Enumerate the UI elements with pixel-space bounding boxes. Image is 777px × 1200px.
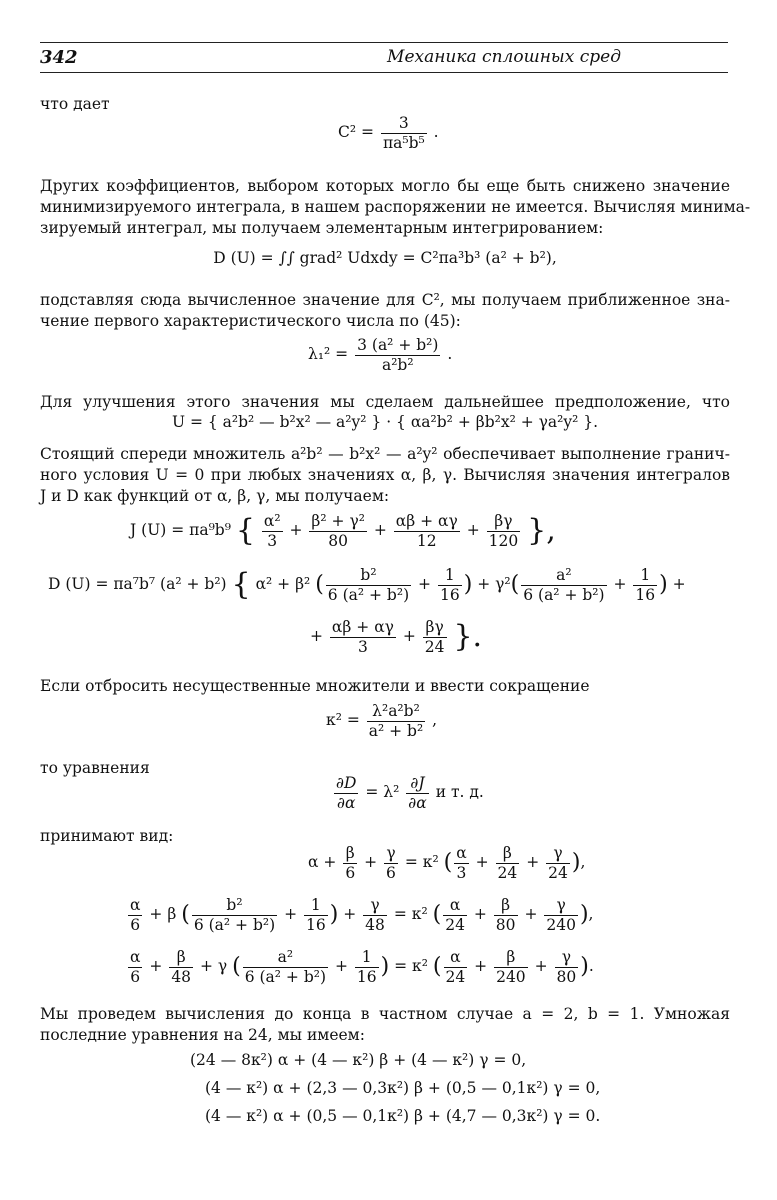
paragraph-line: Для улучшения этого значения мы сделаем дальнейшее предположение, что [40,393,730,411]
denominator: 16 [356,967,377,986]
denominator: 16 [306,915,326,934]
denominator: a²b² [381,355,414,374]
fraction [555,948,579,986]
numerator: β [496,844,520,864]
numerator: ∂J [406,774,428,794]
denominator: 24 [548,863,568,882]
fraction [521,566,606,604]
fraction [423,618,447,656]
eq-text: + γ [199,957,228,976]
eq-text: α² + β² [255,575,311,594]
denominator: 6 [386,863,396,882]
paragraph-line: подставляя сюда вычисленное значение для C², мы получаем приближенное зна- [40,291,730,309]
denominator: 6 (a² + b²) [327,585,410,604]
linear-equation-3: (4 — κ²) α + (0,5 — 0,1κ²) β + (4,7 — 0,3κ²) γ = 0. [205,1107,601,1125]
fraction [487,512,521,550]
fraction [330,618,396,656]
fraction [128,948,142,986]
denominator: 24 [497,863,518,882]
paren-open: ( [510,572,520,597]
denominator: 24 [445,915,465,934]
paragraph-line: чение первого характеристического числа по (45): [40,312,461,330]
paragraph-line: J и D как функций от α, β, γ, мы получаем: [40,487,390,505]
numerator: γ [546,844,570,864]
fraction [544,896,578,934]
numerator: b² [192,896,277,916]
denominator: 240 [546,915,576,934]
fraction [355,336,440,374]
fraction [381,114,427,152]
denominator: 80 [328,531,349,550]
numerator: α [130,896,141,914]
fraction [496,844,520,882]
denominator: 120 [488,531,519,550]
numerator: 3 [381,114,427,134]
paragraph-line: Стоящий спереди множитель a²b² — b²x² — a²y² обеспечивает выполнение гранич- [40,445,730,463]
paragraph-line: Мы проведем вычисления до конца в частном случае a = 2, b = 1. Умножая [40,1005,730,1023]
fraction [309,512,367,550]
fraction [169,948,193,986]
page-number: 342 [40,47,78,68]
eq-text: + β [149,905,177,924]
fraction [406,774,428,812]
denominator: 3 [267,531,278,550]
denominator: ∂α [408,793,427,812]
denominator: 24 [445,967,466,986]
fraction [367,702,425,740]
eq-text: + γ² [477,575,511,594]
equation-u: U = { a²b² — b²x² — a²y² } · { αa²b² + βb²x² + γa²y² }. [171,413,599,431]
denominator: 6 [130,915,141,934]
paren-open: ( [432,902,442,927]
fraction [443,896,467,934]
eq-text: . [433,123,439,142]
denominator: 48 [171,967,192,986]
eq-text: = κ² [393,905,428,924]
running-title: Механика сплошных сред [387,47,621,67]
fraction [326,566,411,604]
numerator: 1 [355,948,379,968]
fraction [633,566,657,604]
paragraph-line: Если отбросить несущественные множители и ввести сокращение [40,677,590,695]
paragraph-line: что дает [40,95,110,113]
eq-text: = κ² [394,957,428,976]
numerator: βγ [423,618,447,638]
denominator: 3 [357,637,368,656]
numerator: γ [363,896,387,916]
equation-system-2: $\frac{\alpha}{6}$ + β ( $\frac{\text{b²}}{\text{6 (a² + b²)}}$ + $\frac{1}{16}$ ) + $\frac{\gamma}{48}$ = κ² ( $\frac{\alpha}{24}$ + $\frac{\beta}{80}$ + $\frac{\gamma}{240}$ ), [130,896,594,934]
equation-system-3: $\frac{\alpha}{6}$ + $\frac{\beta}{48}$ + γ ( $\frac{\text{a²}}{\text{6 (a² + b²)}}$ + $\frac{1}{16}$ ) = κ² ( $\frac{\alpha}{24}$ + $\frac{\beta}{240}$ + $\frac{\gamma}{80}$ ). [130,948,594,986]
eq-text: C² = [338,123,374,142]
numerator: α [456,844,467,862]
denominator: 80 [556,967,577,986]
fraction [454,844,468,882]
fraction [128,896,142,934]
denominator: ∂α [336,793,356,812]
paragraph-line: ного условия U = 0 при любых значениях α, β, γ. Вычисляя значения интегралов [40,466,730,484]
numerator: β [494,896,518,916]
paren-close: ) [329,902,339,927]
paren-open: ( [181,902,190,927]
denominator: 6 (a² + b²) [523,585,605,604]
denominator: 16 [439,585,460,604]
brace-open: { [231,567,251,603]
brace-open: { [235,513,255,549]
denominator: πa⁵b⁵ [382,133,425,152]
numerator: α [444,948,468,968]
equation-kappa [326,702,437,740]
denominator: 12 [416,531,437,550]
paragraph-line: минимизируемого интеграла, в нашем распоряжении не имеется. Вычисляя минима- [40,198,751,216]
denominator: 240 [496,967,526,986]
eq-text: . [447,345,453,364]
numerator: a² [243,948,328,968]
fraction [343,844,357,882]
paren-open: ( [443,850,453,875]
eq-text: α + [308,853,337,872]
numerator: 3 (a² + b²) [357,336,439,354]
eq-text: = κ² [404,853,439,872]
numerator: α [130,948,141,966]
eq-text: λ₁² = [308,345,349,364]
brace-close: }. [453,619,483,655]
denominator: 6 [130,967,141,986]
fraction [262,512,283,550]
fraction [394,512,460,550]
numerator: 1 [633,566,657,586]
paragraph-line: Других коэффициентов, выбором которых могло бы еще быть снижено значение [40,177,730,195]
numerator: β [343,844,357,864]
denominator: a² + b² [368,721,424,740]
equation-lambda [308,336,452,374]
fraction [334,774,358,812]
running-header [40,42,728,74]
denominator: 6 (a² + b²) [193,915,276,934]
paren-close: ) [579,902,589,927]
header-rule-bottom [40,72,728,73]
paren-close: ) [571,850,581,875]
numerator: αβ + αγ [331,618,394,636]
paragraph-line: последние уравнения на 24, мы имеем: [40,1026,365,1044]
linear-equation-1: (24 — 8κ²) α + (4 — κ²) β + (4 — κ²) γ = 0, [190,1051,527,1069]
header-rule-top [40,42,728,43]
numerator: γ [555,948,579,968]
paren-close: ) [380,954,390,979]
eq-text: , [432,711,438,730]
equation-c2 [338,114,439,152]
fraction [243,948,328,986]
numerator: αβ + αγ [395,512,458,530]
paragraph-line: зируемый интеграл, мы получаем элементарным интегрированием: [40,219,604,237]
equation-ju: J (U) = πa⁹b⁹ { $\frac{\text{α²}}{3}$ + $\frac{\text{β² + γ²}}{80}$ + $\frac{\alpha\beta + \alpha\gamma}{12}$ + $\frac{\beta\gamma}{120}$ }, [130,512,556,550]
fraction [546,844,570,882]
numerator: β² + γ² [311,512,365,530]
denominator: 16 [635,585,656,604]
equation-system-1: α + $\frac{\beta}{6}$ + $\frac{\gamma}{6}$ = κ² ( $\frac{\alpha}{3}$ + $\frac{\beta}{24}$ + $\frac{\gamma}{24}$ ), [308,844,586,882]
fraction [304,896,328,934]
linear-equation-2: (4 — κ²) α + (2,3 — 0,3κ²) β + (0,5 — 0,1κ²) γ = 0, [205,1079,601,1097]
fraction [494,896,518,934]
eq-text: J (U) = πa⁹b⁹ [130,521,231,540]
paren-open: ( [315,572,324,597]
paren-open: ( [432,954,442,979]
numerator: γ [544,896,578,916]
paren-close: ) [463,572,473,597]
paren-close: ) [580,954,589,979]
eq-text: и т. д. [435,783,484,802]
numerator: α [443,896,467,916]
paren-open: ( [232,954,241,979]
denominator: 3 [456,863,467,882]
brace-close: }, [527,513,556,549]
numerator: α² [263,512,281,530]
numerator: 1 [304,896,328,916]
fraction [494,948,528,986]
fraction [438,566,462,604]
denominator: 6 (a² + b²) [244,967,327,986]
numerator: b² [326,566,411,586]
fraction [363,896,387,934]
denominator: 6 [345,863,356,882]
equation-du2: D (U) = πa⁷b⁷ (a² + b²) { α² + β² ( $\frac{\text{b²}}{\text{6 (a² + b²)}}$ + $\frac{1}{16}$ ) + γ²( $\frac{\text{a²}}{\text{6 (a² + b²)}}$ + $\frac{1}{16}$ ) + [48,566,686,604]
denominator: 48 [365,915,385,934]
numerator: ∂D [336,774,357,792]
numerator: β [494,948,528,968]
fraction [192,896,277,934]
numerator: β [169,948,193,968]
paragraph-line: то уравнения [40,759,150,777]
numerator: γ [384,844,398,864]
eq-text: D (U) = πa⁷b⁷ (a² + b²) [48,575,227,594]
numerator: a² [521,566,606,586]
equation-du2-cont: + $\frac{\alpha\beta + \alpha\gamma}{3}$ + $\frac{\beta\gamma}{24}$ }. [310,618,483,656]
denominator: 24 [424,637,445,656]
paragraph-line: принимают вид: [40,827,174,845]
denominator: 80 [495,915,516,934]
fraction [384,844,398,882]
equation-derivative [332,774,484,812]
numerator: λ²a²b² [367,702,425,722]
equation-du: D (U) = ∫∫ grad² Udxdy = C²πa³b³ (a² + b²), [213,249,557,267]
paren-close: ) [659,572,668,597]
fraction [444,948,468,986]
eq-text: κ² = [326,711,360,730]
fraction [355,948,379,986]
eq-text: = λ² [365,783,400,802]
numerator: 1 [438,566,462,586]
numerator: βγ [487,512,521,532]
